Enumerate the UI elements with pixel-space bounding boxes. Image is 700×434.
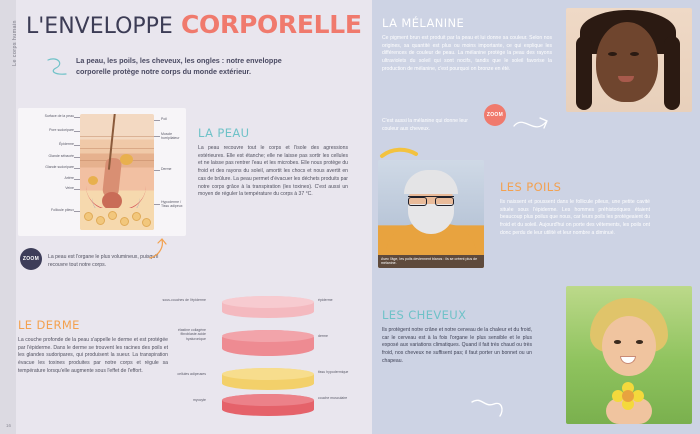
layer-label-derme: derme bbox=[318, 334, 328, 338]
label-hypoderme: Hypoderme / Tissu adipeux bbox=[161, 200, 183, 209]
label-follicule-pileux: Follicule pileux bbox=[51, 208, 74, 212]
layer-epiderme bbox=[222, 296, 314, 318]
intro-squiggle-icon bbox=[46, 56, 72, 78]
child-eye-left bbox=[614, 340, 621, 344]
section-title-la-peau: LA PEAU bbox=[198, 126, 250, 140]
layer-label-myocyte: myocyte bbox=[192, 398, 206, 402]
cheveux-squiggle-icon bbox=[470, 396, 510, 422]
glasses-icon bbox=[408, 196, 454, 205]
layer-derme bbox=[222, 330, 314, 356]
section-body-la-melanine: Ce pigment brun est produit par la peau et lui donne sa couleur. Selon nos origines, sa quantité est plus ou moins importante, ce qui explique les différences de couleur de peau. La mélanine protège la peau des rayons ultraviolets du soleil qui sont nocifs, tandis que le soleil favorise la production de mélanine, c'est pourquoi on bronze en été. bbox=[382, 35, 552, 72]
section-body-les-poils: Ils naissent et poussent dans le follicule pileux, une petite cavité située sous l'épiderme. Les hommes préhistoriques étaient beaucoup plus poilus que nous, car leurs poils les protégeaient du froid et du soleil. Aujourd'hui on porte des vêtements, les poils ont donc perdu de leur utilité et leur nombre a diminué. bbox=[500, 199, 650, 236]
photo-caption-man: Avec l'âge, les poils deviennent blancs : ils se créent plus de mélanine. bbox=[378, 255, 484, 268]
skin-illustration bbox=[80, 114, 154, 230]
sweat-gland-illustration bbox=[88, 176, 98, 185]
girl-eye-left bbox=[608, 52, 617, 56]
flower-icon bbox=[612, 382, 648, 412]
girl-braid-left bbox=[576, 36, 592, 110]
child-face bbox=[602, 316, 656, 376]
highlight-stroke-icon bbox=[380, 146, 420, 162]
section-la-peau bbox=[198, 126, 348, 199]
melanine-arrow-icon bbox=[512, 110, 556, 140]
layer-label-epiderme: épiderme bbox=[318, 298, 333, 302]
section-title-la-melanine: LA MÉLANINE bbox=[382, 16, 465, 30]
zoom-note-melanine: C'est aussi la mélanine qui donne leur couleur aux cheveux. bbox=[382, 118, 468, 132]
girl-braid-right bbox=[664, 36, 680, 110]
section-body-les-cheveux: Ils protègent notre crâne et notre cerveau de la chaleur et du froid, car le cerveau est à la fois l'organe le plus sensible et le plus exposé aux variations climatiques. Quand il fait très chaud ou très froid, nos cheveux ne suffisent pas; il faut porter un bonnet ou un chapeau. bbox=[382, 327, 532, 364]
zoom-arrow-icon bbox=[148, 238, 178, 262]
skin-layers-diagram bbox=[162, 290, 349, 418]
skin-cross-section-diagram bbox=[18, 108, 186, 236]
photo-girl bbox=[566, 8, 692, 112]
label-glande-sebacee: Glande sébacée bbox=[48, 154, 74, 158]
label-veine: Veine bbox=[65, 186, 74, 190]
photo-child bbox=[566, 286, 692, 424]
zoom-badge-melanine[interactable] bbox=[484, 104, 506, 126]
photo-man bbox=[378, 160, 484, 268]
layer-hypoderme bbox=[222, 368, 314, 390]
girl-eye-right bbox=[630, 52, 639, 56]
zoom-badge-label-2: ZOOM bbox=[486, 112, 504, 118]
layer-label-elastine: élastine collagène fibroblaste acide hyaluronique bbox=[177, 328, 206, 341]
label-derme: Derme bbox=[161, 167, 172, 171]
zoom-badge-peau[interactable] bbox=[20, 248, 42, 270]
label-pore-sudoripare: Pore sudoripare bbox=[49, 128, 74, 132]
spine-label: Le corps humain bbox=[12, 20, 18, 66]
section-title-les-poils: LES POILS bbox=[500, 180, 562, 194]
child-eye-right bbox=[636, 340, 643, 344]
man-hair bbox=[404, 170, 458, 194]
section-body-la-peau: La peau recouvre tout le corps et l'isole des agressions extérieures. Elle est étanche; elle ne laisse pas sortir les cellules et ne laisse pas rentrer l'eau et les microbes. Elle nous protège du froid et des rayons du soleil, amortit les chocs et nous avertit en cas de brûlure. La peau permet d'évacuer les déchets produits par notre corps grâce à la transpiration (les toxines). C'est aussi un moyen de réguler la température du corps à 37 °C. bbox=[198, 145, 348, 198]
page-title-line1: L'ENVELOPPE bbox=[26, 14, 173, 39]
label-surface-peau: Surface de la peau bbox=[44, 114, 74, 118]
page-title-line2: CORPORELLE bbox=[181, 10, 362, 39]
section-les-poils bbox=[500, 180, 650, 238]
page-title bbox=[26, 12, 362, 38]
section-la-melanine bbox=[382, 16, 552, 74]
layer-label-couche-musculaire: couche musculaire bbox=[318, 396, 348, 400]
zoom-note-peau: La peau est l'organe le plus volumineux, puisqu'il recouvre tout notre corps. bbox=[48, 254, 159, 268]
label-poil: Poil bbox=[161, 117, 167, 121]
intro-text: La peau, les poils, les cheveux, les ongles : notre enveloppe corporelle protège notre corps du monde extérieur. bbox=[76, 56, 282, 76]
section-body-le-derme: La couche profonde de la peau s'appelle le derme et est protégée par l'épiderme. Dans le derme se trouvent les racines des poils et les glandes sudoripares, qui produisent la sueur. La transpiration évacue les toxines produites par notre corps et régule sa température lorsqu'elle augmente sous l'effet de l'effort. bbox=[18, 337, 168, 374]
section-les-cheveux bbox=[382, 308, 532, 366]
section-le-derme bbox=[18, 318, 168, 376]
section-title-les-cheveux: LES CHEVEUX bbox=[382, 308, 467, 322]
label-muscle-horripilateur: Muscle horripilateur bbox=[161, 132, 180, 141]
zoom-badge-label: ZOOM bbox=[22, 256, 40, 262]
girl-face bbox=[596, 22, 658, 102]
layer-label-tissu-hypodermique: tissu hypodermique bbox=[318, 370, 349, 374]
adipose-tissue-illustration bbox=[80, 208, 154, 230]
page-number: 16 bbox=[6, 423, 12, 428]
layer-label-cellules-adipeuses: cellules adipeuses bbox=[177, 372, 206, 376]
section-title-le-derme: LE DERME bbox=[18, 318, 80, 332]
label-epiderme: Épiderme bbox=[59, 142, 74, 146]
label-glande-sudoripare: Glande sudoripare bbox=[45, 165, 74, 169]
layer-muscle bbox=[222, 394, 314, 416]
label-artere: Artère bbox=[64, 176, 74, 180]
sebaceous-gland-illustration bbox=[120, 154, 133, 165]
layer-label-sous-couches: sous-couches de l'épiderme bbox=[162, 298, 206, 302]
